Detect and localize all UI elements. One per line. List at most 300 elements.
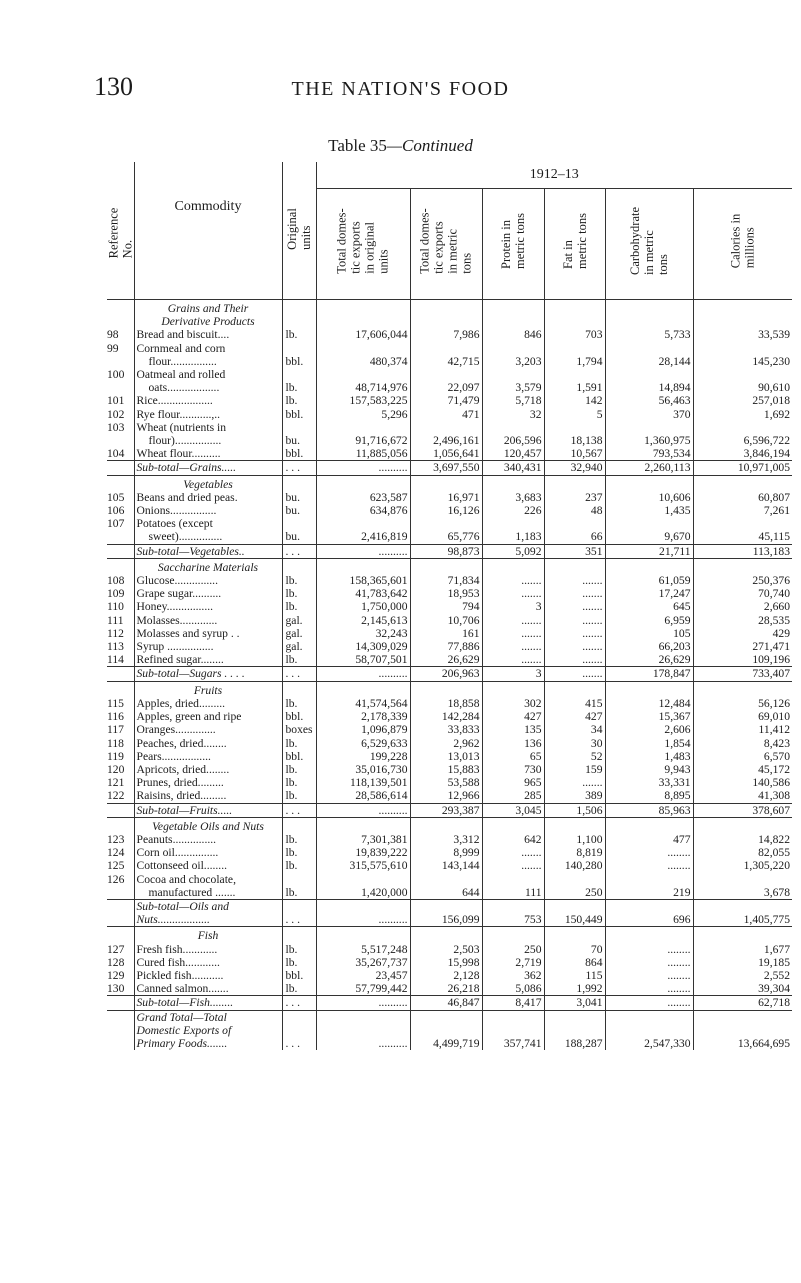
protein-cell — [482, 653, 544, 667]
total-exports-tons-cell — [410, 996, 482, 1010]
total-exports-tons-value: 15,883 — [447, 762, 480, 776]
protein-cell — [482, 667, 544, 681]
table-caption — [0, 136, 801, 156]
subtotal-label: Sub-total—Fish........ — [136, 996, 234, 1010]
protein-cell — [482, 956, 544, 969]
fat-cell — [544, 803, 605, 817]
commodity-name: Bread and biscuit.... — [136, 328, 230, 342]
total-exports-tons-value: 71,834 — [447, 574, 480, 588]
unit-cell — [282, 846, 316, 859]
carbohydrate-cell — [605, 789, 693, 803]
total-exports-tons-value: 794 — [462, 600, 480, 614]
carbohydrate-cell — [605, 558, 693, 574]
reference-number: 100 — [107, 368, 125, 382]
commodity-name: Rye flour...........,.. — [136, 407, 221, 421]
table-row — [107, 710, 792, 723]
commodity-cell — [134, 737, 282, 750]
total-exports-tons-cell — [410, 803, 482, 817]
carbohydrate-value: 10,606 — [658, 490, 691, 504]
reference-cell — [107, 491, 134, 504]
table-row — [107, 776, 792, 789]
fat-cell — [544, 408, 605, 421]
fat-cell — [544, 600, 605, 613]
total-exports-tons-cell — [410, 899, 482, 926]
calories-value: 56,126 — [758, 696, 790, 710]
total-exports-tons-value: 3,697,550 — [433, 461, 480, 475]
unit-cell — [282, 328, 316, 341]
section-heading-row — [107, 927, 792, 943]
fat-cell — [544, 504, 605, 517]
total-exports-units-cell — [316, 394, 410, 407]
commodity-name: Apricots, dried........ — [136, 762, 230, 776]
calories-cell — [693, 574, 792, 587]
unit-value: bbl. — [285, 354, 304, 368]
unit-value: . . . — [285, 1036, 300, 1050]
table-row — [107, 789, 792, 803]
total-exports-tons-value: 53,588 — [447, 776, 480, 790]
total-exports-tons-value: 644 — [462, 885, 480, 899]
total-exports-units-value: 23,457 — [375, 968, 408, 982]
total-exports-tons-cell — [410, 710, 482, 723]
total-exports-units-value: .......... — [378, 667, 408, 681]
commodity-name: Cocoa and chocolate, — [136, 872, 236, 886]
total-exports-tons-value: 13,013 — [447, 749, 480, 763]
total-exports-units-value: 11,885,056 — [355, 447, 408, 461]
fat-value: ....... — [582, 574, 603, 588]
fat-cell — [544, 300, 605, 329]
total-exports-tons-value: 4,499,719 — [433, 1036, 480, 1050]
total-exports-units-cell — [316, 614, 410, 627]
carbohydrate-cell — [605, 475, 693, 491]
total-exports-units-cell — [316, 574, 410, 587]
carbohydrate-cell — [605, 447, 693, 461]
calories-cell — [693, 614, 792, 627]
unit-value: . . . — [285, 913, 300, 927]
total-exports-tons-cell — [410, 859, 482, 872]
total-exports-tons-value: 77,886 — [447, 640, 480, 654]
protein-cell — [482, 927, 544, 943]
calories-cell — [693, 927, 792, 943]
total-exports-units-cell — [316, 447, 410, 461]
total-exports-tons-cell — [410, 927, 482, 943]
protein-cell — [482, 640, 544, 653]
nutrition-table-wrapper — [107, 162, 792, 1050]
reference-number: 117 — [107, 723, 124, 737]
calories-cell — [693, 504, 792, 517]
total-exports-units-cell — [316, 640, 410, 653]
unit-value: bbl. — [285, 447, 304, 461]
total-exports-tons-value: 98,873 — [447, 544, 480, 558]
reference-number: 124 — [107, 846, 125, 860]
total-exports-tons-cell — [410, 833, 482, 846]
reference-cell — [107, 969, 134, 982]
total-exports-tons-cell — [410, 614, 482, 627]
unit-cell — [282, 833, 316, 846]
carbohydrate-value: 219 — [673, 885, 691, 899]
commodity-cell — [134, 943, 282, 956]
total-exports-tons-cell — [410, 300, 482, 329]
header-reference-text: Reference No. — [106, 207, 135, 259]
carbohydrate-cell — [605, 681, 693, 697]
header-fat-text: Fat in metric tons — [560, 213, 589, 269]
fat-value: 8,819 — [576, 846, 603, 860]
reference-number: 114 — [107, 653, 124, 667]
fat-value: 351 — [585, 544, 603, 558]
unit-cell — [282, 408, 316, 421]
unit-cell — [282, 653, 316, 667]
total-exports-tons-cell — [410, 789, 482, 803]
carbohydrate-value: 1,483 — [664, 749, 691, 763]
reference-cell — [107, 899, 134, 926]
calories-value: 145,230 — [752, 354, 790, 368]
calories-cell — [693, 943, 792, 956]
carbohydrate-cell — [605, 544, 693, 558]
unit-cell — [282, 737, 316, 750]
commodity-cell — [134, 640, 282, 653]
fat-value: 115 — [585, 968, 603, 982]
unit-value: lb. — [285, 587, 298, 601]
total-exports-units-cell — [316, 817, 410, 833]
total-exports-tons-cell — [410, 982, 482, 996]
total-exports-tons-value: 8,999 — [453, 846, 480, 860]
total-exports-units-value: 2,145,613 — [361, 613, 408, 627]
commodity-cell — [134, 587, 282, 600]
reference-cell — [107, 600, 134, 613]
unit-cell — [282, 873, 316, 900]
commodity-cell — [134, 789, 282, 803]
reference-cell — [107, 817, 134, 833]
protein-value: 226 — [524, 504, 542, 518]
fat-value: 30 — [590, 736, 603, 750]
protein-value: 3 — [535, 667, 542, 681]
carbohydrate-value: 12,484 — [658, 696, 691, 710]
protein-cell — [482, 737, 544, 750]
unit-value: . . . — [285, 996, 300, 1010]
fat-value: 1,100 — [576, 832, 603, 846]
calories-value: 3,846,194 — [743, 447, 790, 461]
reference-number: 126 — [107, 872, 125, 886]
commodity-cell — [134, 421, 282, 447]
fat-cell — [544, 587, 605, 600]
calories-value: 2,660 — [763, 600, 790, 614]
reference-number: 110 — [107, 600, 124, 614]
calories-cell — [693, 956, 792, 969]
calories-cell — [693, 803, 792, 817]
protein-cell — [482, 982, 544, 996]
protein-cell — [482, 300, 544, 329]
calories-value: 271,471 — [752, 640, 790, 654]
unit-value: bu. — [285, 530, 300, 544]
calories-cell — [693, 408, 792, 421]
calories-value: 2,552 — [763, 968, 790, 982]
protein-cell — [482, 697, 544, 710]
fat-value: ....... — [582, 640, 603, 654]
carbohydrate-value: 17,247 — [658, 587, 691, 601]
calories-value: 8,423 — [763, 736, 790, 750]
carbohydrate-value: 15,367 — [658, 710, 691, 724]
total-exports-tons-value: 15,998 — [447, 955, 480, 969]
calories-value: 7,261 — [763, 504, 790, 518]
total-exports-tons-cell — [410, 627, 482, 640]
reference-number: 98 — [107, 328, 119, 342]
calories-value: 11,412 — [758, 723, 790, 737]
fat-value: 188,287 — [564, 1036, 603, 1050]
subtotal-label-cell — [134, 667, 282, 681]
protein-cell — [482, 328, 544, 341]
unit-value: . . . — [285, 544, 300, 558]
fat-cell — [544, 653, 605, 667]
fat-value: 415 — [585, 696, 603, 710]
protein-cell — [482, 750, 544, 763]
unit-cell — [282, 956, 316, 969]
calories-value: 28,535 — [758, 613, 790, 627]
protein-cell — [482, 763, 544, 776]
total-exports-tons-value: 18,858 — [447, 696, 480, 710]
table-row — [107, 846, 792, 859]
carbohydrate-cell — [605, 342, 693, 368]
total-exports-units-cell — [316, 737, 410, 750]
unit-value: lb. — [285, 859, 298, 873]
carbohydrate-cell — [605, 697, 693, 710]
page-number: 130 — [94, 72, 133, 101]
unit-value: bu. — [285, 434, 300, 448]
table-row — [107, 504, 792, 517]
total-exports-tons-cell — [410, 723, 482, 736]
reference-cell — [107, 587, 134, 600]
carbohydrate-cell — [605, 803, 693, 817]
table-row — [107, 969, 792, 982]
total-exports-tons-cell — [410, 394, 482, 407]
header-protein — [482, 189, 544, 300]
protein-value: 65 — [529, 749, 542, 763]
unit-cell — [282, 943, 316, 956]
total-exports-units-cell — [316, 789, 410, 803]
unit-cell — [282, 667, 316, 681]
total-exports-units-cell — [316, 667, 410, 681]
total-exports-tons-cell — [410, 969, 482, 982]
calories-value: 62,718 — [758, 996, 790, 1010]
calories-cell — [693, 873, 792, 900]
reference-cell — [107, 750, 134, 763]
unit-value: bu. — [285, 490, 300, 504]
total-exports-tons-cell — [410, 956, 482, 969]
commodity-name: Wheat flour.......... — [136, 447, 221, 461]
calories-value: 41,308 — [758, 789, 790, 803]
protein-value: 965 — [524, 776, 542, 790]
protein-value: 846 — [524, 328, 542, 342]
protein-value: 2,719 — [515, 955, 542, 969]
section-heading-row — [107, 475, 792, 491]
fat-value: 142 — [585, 394, 603, 408]
protein-value: 5,092 — [515, 544, 542, 558]
reference-cell — [107, 504, 134, 517]
total-exports-tons-cell — [410, 1010, 482, 1050]
reference-cell — [107, 614, 134, 627]
protein-value: 120,457 — [503, 447, 542, 461]
carbohydrate-value: ........ — [667, 982, 691, 996]
fat-cell — [544, 667, 605, 681]
section-title-cell — [134, 558, 282, 574]
protein-value: ....... — [521, 859, 542, 873]
section-title-cell — [134, 681, 282, 697]
total-exports-units-cell — [316, 328, 410, 341]
reference-cell — [107, 789, 134, 803]
fat-value: 1,506 — [576, 803, 603, 817]
unit-cell — [282, 927, 316, 943]
total-exports-units-cell — [316, 517, 410, 544]
subtotal-row — [107, 544, 792, 558]
table-row — [107, 600, 792, 613]
carbohydrate-value: 645 — [673, 600, 691, 614]
total-exports-tons-value: 65,776 — [447, 530, 480, 544]
total-exports-units-value: 41,783,642 — [355, 587, 408, 601]
subtotal-row — [107, 803, 792, 817]
carbohydrate-value: ........ — [667, 996, 691, 1010]
commodity-name: Oatmeal and rolled — [136, 368, 226, 382]
total-exports-tons-value: 1,056,641 — [433, 447, 480, 461]
commodity-name: Peaches, dried........ — [136, 736, 227, 750]
unit-cell — [282, 776, 316, 789]
total-exports-units-value: 41,574,564 — [355, 696, 408, 710]
fat-cell — [544, 461, 605, 475]
reference-cell — [107, 996, 134, 1010]
commodity-cell — [134, 956, 282, 969]
subtotal-label: Sub-total—Vegetables.. — [136, 544, 245, 558]
total-exports-tons-cell — [410, 763, 482, 776]
commodity-name: Prunes, dried......... — [136, 776, 224, 790]
total-exports-tons-value: 2,496,161 — [433, 434, 480, 448]
reference-cell — [107, 697, 134, 710]
carbohydrate-value: 477 — [673, 832, 691, 846]
total-exports-units-value: .......... — [378, 461, 408, 475]
unit-value: lb. — [285, 762, 298, 776]
total-exports-tons-cell — [410, 873, 482, 900]
protein-cell — [482, 408, 544, 421]
total-exports-tons-cell — [410, 681, 482, 697]
table-row — [107, 653, 792, 667]
protein-cell — [482, 1010, 544, 1050]
total-exports-tons-cell — [410, 368, 482, 394]
table-row — [107, 614, 792, 627]
unit-value: lb. — [285, 381, 298, 395]
total-exports-tons-value: 2,962 — [453, 736, 480, 750]
table-row — [107, 737, 792, 750]
fat-cell — [544, 789, 605, 803]
fat-cell — [544, 750, 605, 763]
calories-value: 60,807 — [758, 490, 790, 504]
table-row — [107, 421, 792, 447]
reference-cell — [107, 982, 134, 996]
total-exports-tons-cell — [410, 737, 482, 750]
reference-cell — [107, 408, 134, 421]
total-exports-units-value: 48,714,976 — [355, 381, 408, 395]
carbohydrate-cell — [605, 574, 693, 587]
total-exports-units-cell — [316, 408, 410, 421]
calories-cell — [693, 475, 792, 491]
fat-cell — [544, 544, 605, 558]
protein-cell — [482, 587, 544, 600]
total-exports-tons-cell — [410, 475, 482, 491]
header-commodity — [134, 162, 282, 300]
unit-cell — [282, 600, 316, 613]
unit-value: bbl. — [285, 710, 304, 724]
table-body — [107, 300, 792, 1051]
calories-cell — [693, 763, 792, 776]
unit-cell — [282, 574, 316, 587]
total-exports-units-cell — [316, 710, 410, 723]
carbohydrate-cell — [605, 328, 693, 341]
fat-cell — [544, 640, 605, 653]
carbohydrate-cell — [605, 846, 693, 859]
protein-value: ....... — [521, 626, 542, 640]
total-exports-tons-value: 71,479 — [447, 394, 480, 408]
section-title-line: Vegetables — [183, 477, 233, 491]
carbohydrate-cell — [605, 587, 693, 600]
commodity-name: Corn oil............... — [136, 846, 219, 860]
total-exports-units-cell — [316, 943, 410, 956]
total-exports-units-cell — [316, 504, 410, 517]
reference-number: 106 — [107, 504, 125, 518]
fat-cell — [544, 368, 605, 394]
protein-cell — [482, 394, 544, 407]
protein-value: 136 — [524, 736, 542, 750]
carbohydrate-value: 9,670 — [664, 530, 691, 544]
protein-cell — [482, 614, 544, 627]
commodity-name: Pears................. — [136, 749, 211, 763]
protein-value: 206,596 — [503, 434, 542, 448]
reference-cell — [107, 846, 134, 859]
calories-cell — [693, 653, 792, 667]
fat-value: 10,567 — [570, 447, 603, 461]
unit-cell — [282, 859, 316, 872]
calories-value: 250,376 — [752, 574, 790, 588]
commodity-cell — [134, 600, 282, 613]
calories-value: 3,678 — [763, 885, 790, 899]
unit-cell — [282, 723, 316, 736]
fat-value: 66 — [590, 530, 603, 544]
carbohydrate-value: 26,629 — [658, 653, 691, 667]
protein-cell — [482, 969, 544, 982]
protein-value: ....... — [521, 613, 542, 627]
calories-cell — [693, 600, 792, 613]
total-exports-units-cell — [316, 627, 410, 640]
carbohydrate-cell — [605, 873, 693, 900]
fat-cell — [544, 763, 605, 776]
unit-cell — [282, 697, 316, 710]
carbohydrate-cell — [605, 408, 693, 421]
total-exports-units-cell — [316, 873, 410, 900]
carbohydrate-cell — [605, 956, 693, 969]
total-exports-units-value: 5,296 — [381, 407, 408, 421]
total-exports-tons-value: 471 — [462, 407, 480, 421]
calories-cell — [693, 491, 792, 504]
carbohydrate-value: 14,894 — [658, 381, 691, 395]
carbohydrate-value: 85,963 — [658, 803, 691, 817]
calories-value: 69,010 — [758, 710, 790, 724]
reference-number: 107 — [107, 517, 125, 531]
total-exports-units-cell — [316, 996, 410, 1010]
unit-cell — [282, 300, 316, 329]
protein-cell — [482, 776, 544, 789]
total-exports-tons-cell — [410, 587, 482, 600]
commodity-cell — [134, 627, 282, 640]
reference-cell — [107, 681, 134, 697]
unit-value: lb. — [285, 600, 298, 614]
protein-cell — [482, 859, 544, 872]
reference-cell — [107, 300, 134, 329]
table-row — [107, 574, 792, 587]
total-exports-units-value: 1,096,879 — [361, 723, 408, 737]
